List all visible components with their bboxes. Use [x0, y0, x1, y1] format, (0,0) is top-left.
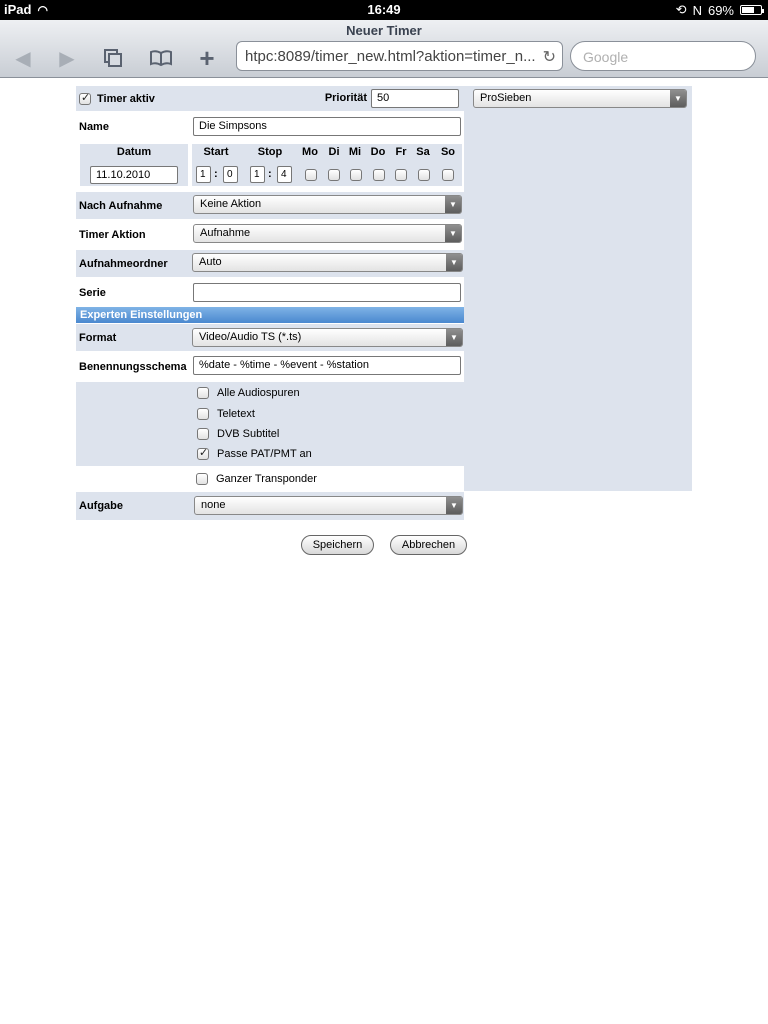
timer-aktiv-checkbox[interactable]: [79, 93, 91, 105]
row-ganzer-transponder: [76, 466, 464, 491]
day-checkbox-mo[interactable]: [305, 169, 317, 181]
option-passe-pat-pmt[interactable]: [197, 448, 312, 460]
experten-header: Experten Einstellungen: [76, 307, 464, 323]
status-time: 16:49: [367, 2, 401, 17]
nach-aufnahme-select[interactable]: [193, 195, 462, 214]
benennungsschema-input[interactable]: %date - %time - %event - %station: [193, 356, 461, 375]
format-cell: [189, 324, 464, 351]
url-text: htpc:8089/timer_new.html?aktion=timer_n...: [245, 48, 536, 65]
back-arrow-icon[interactable]: ◀: [15, 47, 31, 70]
option-dvb-subtitel[interactable]: [197, 428, 279, 440]
row-nach-aufnahme: [76, 192, 464, 219]
aufnahmeordner-select[interactable]: [192, 253, 463, 272]
pages-icon[interactable]: [98, 46, 128, 70]
format-select[interactable]: [192, 328, 463, 347]
wifi-icon: ◠: [37, 2, 48, 17]
row-schedule: [76, 142, 464, 188]
aufnahmeordner-value: Auto: [199, 256, 222, 268]
status-bar: [0, 0, 768, 20]
benennungsschema-cell: [189, 353, 464, 380]
row-timer-aktiv: [76, 86, 464, 111]
chevron-down-icon: ▼: [446, 329, 462, 346]
chevron-down-icon: ▼: [445, 196, 461, 213]
aufgabe-value: none: [201, 499, 226, 511]
option-ganzer-transponder[interactable]: [196, 473, 317, 485]
day-checkbox-so[interactable]: [442, 169, 454, 181]
sender-value: ProSieben: [480, 92, 532, 104]
aufgabe-label: Aufgabe: [76, 492, 189, 520]
day-header-do: Do: [370, 146, 386, 158]
teletext-checkbox[interactable]: [197, 408, 209, 420]
row-aufgabe: [76, 492, 464, 520]
sender-panel: [464, 86, 692, 491]
day-header-so: So: [440, 146, 456, 158]
alle-audiospuren-label: Alle Audiospuren: [217, 387, 300, 399]
timer-aktiv-label: Timer aktiv: [97, 92, 155, 105]
day-header-sa: Sa: [416, 146, 430, 158]
start-hour-input[interactable]: 1: [196, 166, 211, 183]
page-title: Neuer Timer: [346, 23, 422, 38]
battery-icon: [740, 5, 762, 15]
datum-header: Datum: [116, 146, 152, 158]
timer-aktiv-cell: [76, 86, 189, 111]
aufgabe-select[interactable]: [194, 496, 463, 515]
row-serie: [76, 279, 464, 306]
start-separator: :: [214, 168, 218, 180]
row-format: [76, 324, 464, 351]
prioritaet-input[interactable]: 50: [371, 89, 459, 108]
status-right: [676, 2, 762, 18]
nach-aufnahme-label: Nach Aufnahme: [76, 192, 189, 219]
start-minute-input[interactable]: 0: [223, 166, 238, 183]
stop-hour-input[interactable]: 1: [250, 166, 265, 183]
browser-toolbar: [0, 20, 768, 78]
format-value: Video/Audio TS (*.ts): [199, 331, 302, 343]
device-name: iPad: [4, 2, 32, 17]
alle-audiospuren-checkbox[interactable]: [197, 387, 209, 399]
bookmarks-icon[interactable]: [146, 46, 176, 70]
day-header-mi: Mi: [348, 146, 362, 158]
serie-input[interactable]: [193, 283, 461, 302]
dvb-subtitel-checkbox[interactable]: [197, 428, 209, 440]
name-cell: [189, 113, 464, 140]
name-label: Name: [76, 113, 189, 140]
row-options: [76, 382, 464, 466]
option-alle-audiospuren[interactable]: [197, 387, 300, 399]
row-name: [76, 113, 464, 140]
aufgabe-cell: [189, 492, 464, 520]
chevron-down-icon: ▼: [446, 497, 462, 514]
ganzer-transponder-checkbox[interactable]: [196, 473, 208, 485]
timer-aktion-select[interactable]: [193, 224, 462, 243]
stop-minute-input[interactable]: 4: [277, 166, 292, 183]
passe-pat-pmt-label: Passe PAT/PMT an: [217, 448, 312, 460]
row-aufnahmeordner: [76, 250, 464, 277]
url-bar[interactable]: [236, 41, 563, 71]
nach-aufnahme-cell: [189, 192, 464, 219]
chevron-down-icon: ▼: [446, 254, 462, 271]
benennungsschema-label: Benennungsschema: [76, 353, 189, 380]
battery-percent: 69%: [707, 2, 734, 18]
forward-arrow-icon[interactable]: ▶: [59, 47, 75, 70]
day-header-fr: Fr: [395, 146, 407, 158]
n-app-icon: N: [692, 2, 702, 18]
nach-aufnahme-value: Keine Aktion: [200, 198, 262, 210]
option-teletext[interactable]: [197, 408, 255, 420]
battery-fill: [742, 7, 754, 13]
day-checkbox-sa[interactable]: [418, 169, 430, 181]
passe-pat-pmt-checkbox[interactable]: [197, 448, 209, 460]
row-benennungsschema: [76, 353, 464, 380]
day-checkbox-do[interactable]: [373, 169, 385, 181]
datum-input[interactable]: 11.10.2010: [90, 166, 178, 184]
ganzer-transponder-label: Ganzer Transponder: [216, 473, 317, 485]
chevron-down-icon: ▼: [445, 225, 461, 242]
row-timer-aktion: [76, 221, 464, 248]
aufnahmeordner-label: Aufnahmeordner: [76, 250, 189, 277]
timer-aktion-label: Timer Aktion: [76, 221, 189, 248]
day-header-mo: Mo: [302, 146, 318, 158]
serie-cell: [189, 279, 464, 306]
day-header-di: Di: [328, 146, 340, 158]
start-header: Start: [203, 146, 229, 158]
plus-icon[interactable]: +: [199, 42, 215, 73]
search-input[interactable]: [570, 41, 756, 71]
format-label: Format: [76, 324, 189, 351]
search-placeholder: Google: [583, 49, 629, 65]
day-checkbox-di[interactable]: [328, 169, 340, 181]
prioritaet-cell: [189, 86, 464, 111]
stop-separator: :: [268, 168, 272, 180]
prioritaet-label: Priorität: [324, 92, 367, 104]
name-input[interactable]: Die Simpsons: [193, 117, 461, 136]
stop-header: Stop: [257, 146, 283, 158]
teletext-label: Teletext: [217, 408, 255, 420]
aufnahmeordner-cell: [189, 250, 464, 277]
save-button[interactable]: Speichern: [301, 535, 374, 555]
chevron-down-icon: ▼: [670, 90, 686, 107]
serie-label: Serie: [76, 279, 189, 306]
timer-aktion-value: Aufnahme: [200, 227, 251, 239]
reload-icon[interactable]: ↻: [542, 49, 556, 66]
cancel-button[interactable]: Abbrechen: [390, 535, 467, 555]
orientation-lock-icon: ⟲: [675, 2, 687, 17]
dvb-subtitel-label: DVB Subtitel: [217, 428, 280, 440]
timer-aktion-cell: [189, 221, 464, 248]
day-checkbox-fr[interactable]: [395, 169, 407, 181]
sender-select[interactable]: [473, 89, 687, 108]
day-checkbox-mi[interactable]: [350, 169, 362, 181]
